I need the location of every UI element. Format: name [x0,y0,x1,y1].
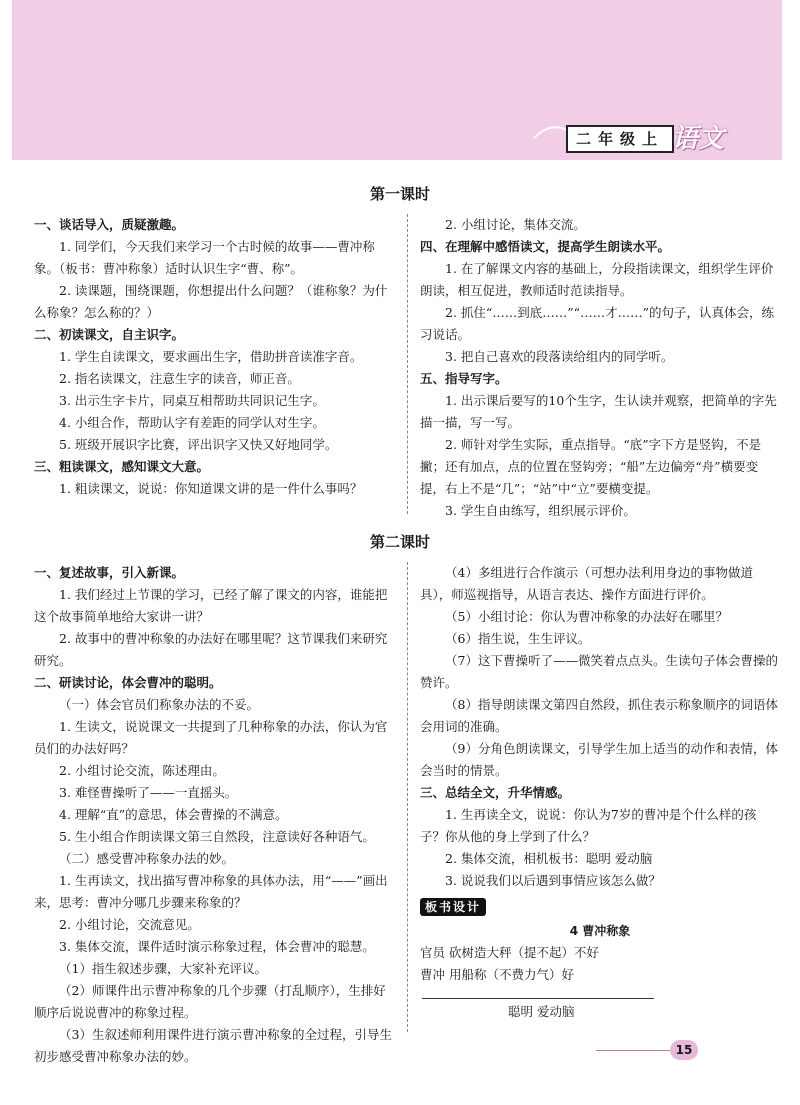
paragraph: （7）这下曹操听了——微笑着点点头。生读句子体会曹操的赞许。 [420,653,778,690]
section-heading: 二、研读讨论，体会曹冲的聪明。 [34,675,222,690]
lesson1-right-column [420,214,780,522]
paragraph: 1. 同学们，今天我们来学习一个古时候的故事——曹冲称象。（板书：曹冲称象）适时认识生字“曹、称”。 [34,239,375,276]
paragraph: 2. 小组讨论，集体交流。 [445,217,586,232]
footer-line [596,1050,670,1051]
paragraph: 4. 理解“直”的意思，体会曹操的不满意。 [59,807,288,822]
paragraph: 1. 生再读全文，说说：你认为7岁的曹冲是个什么样的孩子？你从他的身上学到了什么？ [420,807,757,844]
paragraph: 3. 学生自由练写，组织展示评价。 [445,503,636,518]
paragraph: 2. 集体交流，相机板书：聪明 爱动脑 [445,851,653,866]
lesson2-title: 第二课时 [369,533,430,551]
lesson1-title: 第一课时 [369,185,430,203]
paragraph: 5. 生小组合作朗读课文第三自然段，注意读好各种语气。 [59,829,375,844]
paragraph: 3. 出示生字卡片，同桌互相帮助共同识记生字。 [59,393,325,408]
lesson2-left-column [34,562,394,1068]
board-design-label: 板书设计 [420,898,486,916]
paragraph: 3. 把自己喜欢的段落读给组内的同学听。 [445,349,674,364]
paragraph: 5. 班级开展识字比赛，评出识字又快又好地同学。 [59,437,338,452]
paragraph: 1. 出示课后要写的10个生字，生认读并观察，把简单的字先描一描，写一写。 [420,393,777,430]
paragraph: 2. 读课题，围绕课题，你想提出什么问题？（谁称象？为什么称象？怎么称的？） [34,283,388,320]
lesson2-right-column [420,562,780,1023]
board-design [420,892,780,1023]
board-line-caochong: 曹冲 用船称（不费力气）好 [420,967,574,982]
section-heading: 二、初读课文，自主识字。 [34,327,185,342]
paragraph: （3）生叙述师利用课件进行演示曹冲称象的全过程，引导生初步感受曹冲称象办法的妙。 [34,1027,392,1064]
column-divider [407,214,408,514]
column-divider [407,562,408,1032]
paragraph: 3. 说说我们以后遇到事情应该怎么做？ [445,873,661,888]
paragraph: 2. 小组讨论交流，陈述理由。 [59,763,225,778]
paragraph: 2. 小组讨论，交流意见。 [59,917,200,932]
paragraph: （9）分角色朗读课文，引导学生加上适当的动作和表情，体会当时的情景。 [420,741,778,778]
paragraph: 2. 指名读课文，注意生字的读音，师正音。 [59,371,300,386]
board-rule [422,998,654,999]
paragraph: （一）体会官员们称象办法的不妥。 [59,697,260,712]
paragraph: 2. 故事中的曹冲称象的办法好在哪里呢？这节课我们来研究研究。 [34,631,388,668]
section-heading: 五、指导写字。 [420,371,508,386]
paragraph: 2. 抓住“……到底……”“……才……”的句子，认真体会，练习说话。 [420,305,774,342]
board-line-summary: 聪明 爱动脑 [508,1004,575,1019]
grade-label: 二年级上 [566,125,674,153]
paragraph: 1. 生读文，说说课文一共提到了几种称象的办法，你认为官员们的办法好吗？ [34,719,388,756]
paragraph: 3. 难怪曹操听了——一直摇头。 [59,785,238,800]
paragraph: 1. 学生自读课文，要求画出生字，借助拼音读准字音。 [59,349,363,364]
paragraph: （1）指生叙述步骤，大家补充评议。 [59,961,267,976]
paragraph: 1. 我们经过上节课的学习，已经了解了课文的内容，谁能把这个故事简单地给大家讲一讲？ [34,587,388,624]
paragraph: 1. 在了解课文内容的基础上，分段指读课文，组织学生评价朗读，相互促进，教师适时范读指导。 [420,261,774,298]
paragraph: （二）感受曹冲称象办法的妙。 [59,851,235,866]
lesson1-left-column [34,214,394,500]
paragraph: （5）小组讨论：你认为曹冲称象的办法好在哪里？ [445,609,728,624]
page-number: 15 [670,1040,698,1060]
subject-label: 语文 [672,124,725,154]
paragraph: 2. 师针对学生实际，重点指导。“底”字下方是竖钩，不是撇；还有加点，点的位置在竖钩旁；“船”左边偏旁“舟”横要变提，右上不是“几”；“站”中“立”要横变提。 [420,437,762,496]
section-heading: 一、谈话导入，质疑激趣。 [34,217,185,232]
board-line-officials: 官员 砍树造大秤（提不起）不好 [420,945,599,960]
section-heading: 四、在理解中感悟读文，提高学生朗读水平。 [420,239,671,254]
paragraph: 3. 集体交流，课件适时演示称象过程，体会曹冲的聪慧。 [59,939,375,954]
paragraph: 4. 小组合作，帮助认字有差距的同学认对生字。 [59,415,325,430]
paragraph: （2）师课件出示曹冲称象的几个步骤（打乱顺序），生排好顺序后说说曹冲的称象过程。 [34,983,386,1020]
paragraph: （6）指生说，生生评议。 [445,631,591,646]
header-banner [12,0,782,160]
section-heading: 三、总结全文，升华情感。 [420,785,571,800]
paragraph: 1. 粗读课文，说说：你知道课文讲的是一件什么事吗？ [59,481,363,496]
board-title: 4 曹冲称象 [569,924,631,938]
paragraph: （4）多组进行合作演示（可想办法利用身边的事物做道具），师巡视指导，从语言表达、操作方面进行评价。 [420,565,753,602]
paragraph: 1. 生再读文，找出描写曹冲称象的具体办法，用“——”画出来，思考：曹冲分哪几步骤来称象的？ [34,873,388,910]
section-heading: 一、复述故事，引入新课。 [34,565,185,580]
paragraph: （8）指导朗读课文第四自然段，抓住表示称象顺序的词语体会用词的准确。 [420,697,778,734]
section-heading: 三、粗读课文，感知课文大意。 [34,459,210,474]
